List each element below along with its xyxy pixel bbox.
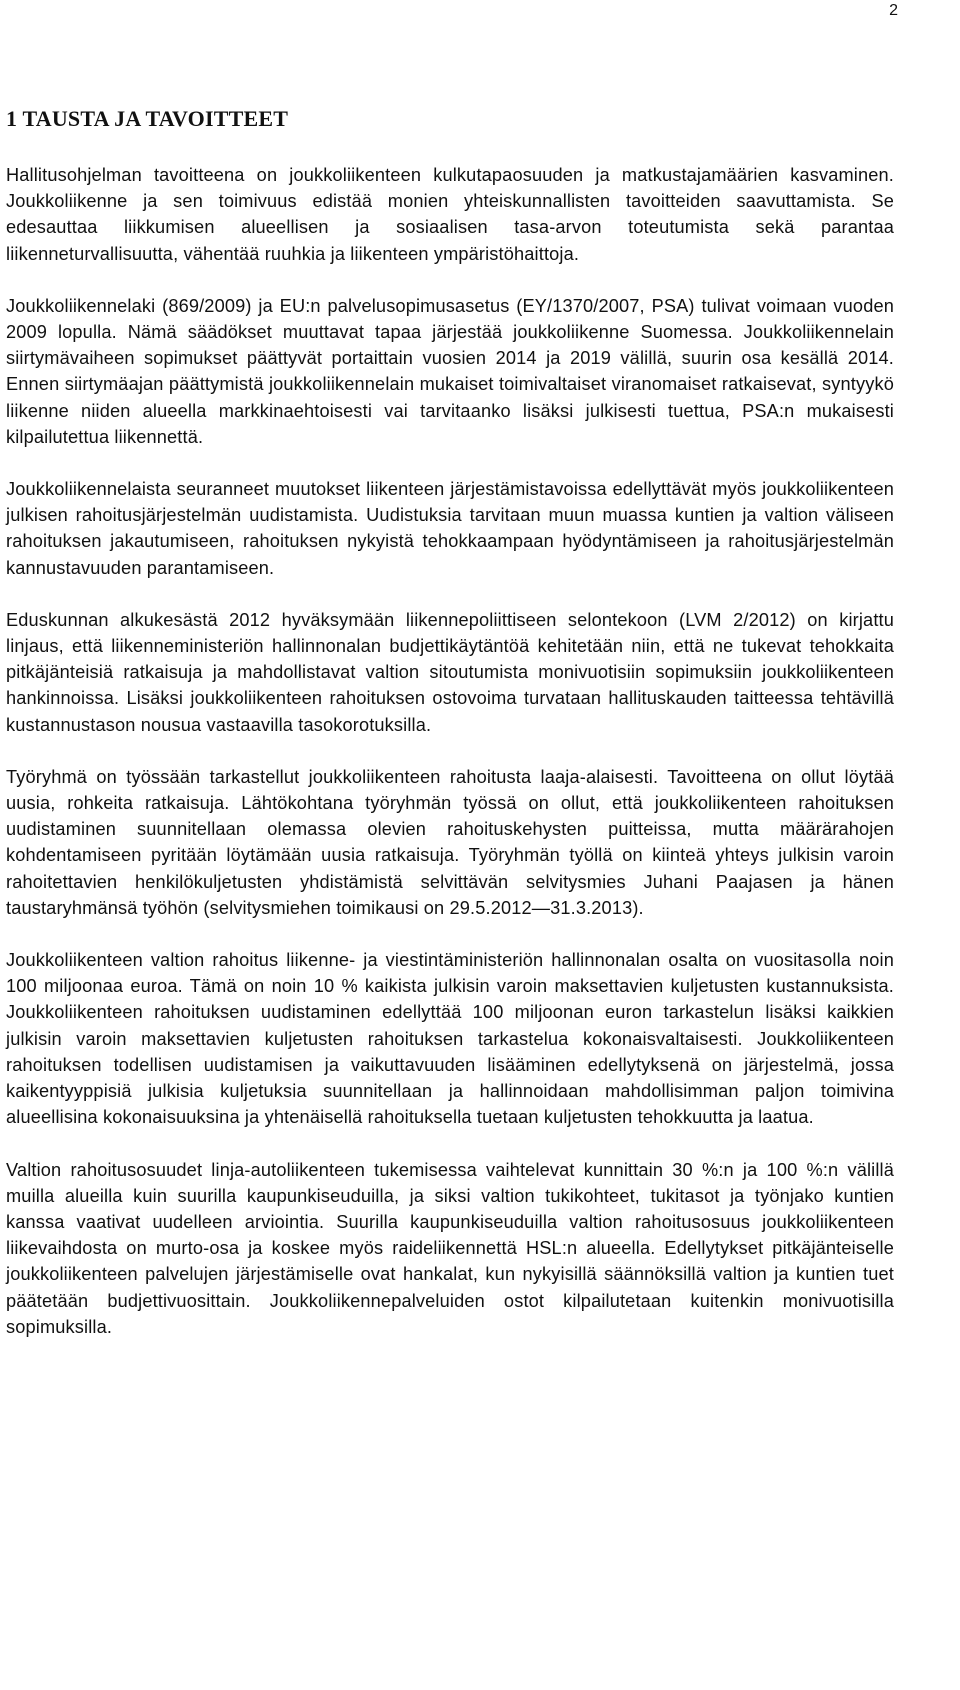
page-number: 2 bbox=[889, 2, 898, 19]
paragraph-5: Työryhmä on työssään tarkastellut joukkoliikenteen rahoitusta laaja-alaisesti. Tavoitteena on ollut löytää uusia, rohkeita ratkaisuja. Lähtökohtana työryhmän työssä on ollut, että joukkoliikenteen rahoituksen uudistaminen suunnitellaan olemassa olevien rahoituskehysten puitteissa, mutta määrärahojen kohdentamiseen pyritään löytämään uusia ratkaisuja. Työryhmän työllä on kiinteä yhteys julkisin varoin rahoitettavien henkilökuljetusten yhdistämistä selvittävän selvitysmies Juhani Paajasen ja hänen taustaryhmänsä työhön (selvitysmiehen toimikausi on 29.5.2012—31.3.2013). bbox=[6, 766, 894, 918]
paragraph-2: Joukkoliikennelaki (869/2009) ja EU:n palvelusopimusasetus (EY/1370/2007, PSA) tulivat voimaan vuoden 2009 lopulla. Nämä säädökset muuttavat tapaa järjestää joukkoliikenne Suomessa. Joukkoliikennelain siirtymävaiheen sopimukset päättyvät portaittain vuosien 2014 ja 2019 välillä, suurin osa kesällä 2014. Ennen siirtymäajan päättymistä joukkoliikennelain mukaiset toimivaltaiset viranomaiset ratkaisevat, syntyykö liikenne niiden alueella markkinaehtoisesti vai tarvitaanko lisäksi julkisesti tuettua, PSA:n mukaisesti kilpailutettua liikennettä. bbox=[6, 295, 894, 447]
paragraph-4: Eduskunnan alkukesästä 2012 hyväksymään liikennepoliittiseen selontekoon (LVM 2/2012) on kirjattu linjaus, että liikenneministeriön hallinnonalan budjettikäytäntöä kehitetään niin, että ne tukevat tehokkaita pitkäjänteisiä ratkaisuja ja mahdollistavat valtion sitoutumista monivuotisiin sopimuksiin joukkoliikenteen hankinnoissa. Lisäksi joukkoliikenteen rahoituksen ostovoima turvataan hallituskauden taitteessa tehtävillä kustannustason nousua vastaavilla tasokorotuksilla. bbox=[6, 609, 894, 735]
body-text bbox=[6, 162, 894, 1366]
paragraph-7: Valtion rahoitusosuudet linja-autoliikenteen tukemisessa vaihtelevat kunnittain 30 %:n ja 100 %:n välillä muilla alueilla kuin suurilla kaupunkiseuduilla, ja siksi valtion tukikohteet, tukitasot ja työnjako kuntien kanssa vaativat uudelleen arviointia. Suurilla kaupunkiseuduilla valtion rahoitusosuus joukkoliikenteen liikevaihdosta on murto-osa ja koskee myös raideliikennettä HSL:n alueella. Edellytykset pitkäjänteiselle joukkoliikenteen palvelujen järjestämiselle ovat hankalat, kun nykyisillä säännöksillä valtion ja kuntien tuet päätetään budjettivuosittain. Joukkoliikennepalveluiden ostot kilpailutetaan kuitenkin monivuotisilla sopimuksilla. bbox=[6, 1159, 894, 1337]
section-heading: 1 TAUSTA JA TAVOITTEET bbox=[6, 106, 289, 131]
paragraph-1: Hallitusohjelman tavoitteena on joukkoliikenteen kulkutapaosuuden ja matkustajamäärien kasvaminen. Joukkoliikenne ja sen toimivuus edistää monien yhteiskunnallisten tavoitteiden saavuttamista. Se edesauttaa liikkumisen alueellisen ja sosiaalisen tasa-arvon toteutumista sekä parantaa liikenneturvallisuutta, vähentää ruuhkia ja liikenteen ympäristöhaittoja. bbox=[6, 165, 894, 264]
paragraph-6: Joukkoliikenteen valtion rahoitus liikenne- ja viestintäministeriön hallinnonalan osalta on vuositasolla noin 100 miljoonaa euroa. Tämä on noin 10 % kaikista julkisin varoin maksettavien kuljetusten kustannuksista. Joukkoliikenteen rahoituksen uudistaminen edellyttää 100 miljoonan euron tarkastelun lisäksi kaikkien julkisin varoin maksettavien kuljetusten rahoituksen tarkastelua kokonaisvaltaisesti. Joukkoliikenteen rahoituksen todellisen uudistamisen ja vaikuttavuuden lisääminen edellytyksenä on järjestelmä, jossa kaikentyyppisiä julkisia kuljetuksia suunnitellaan ja hallinnoidaan mahdollisimman paljon toimivina alueellisina kokonaisuuksina ja yhtenäisellä rahoituksella tuetaan kuljetusten tehokkuutta ja laatua. bbox=[6, 950, 894, 1128]
paragraph-3: Joukkoliikennelaista seuranneet muutokset liikenteen järjestämistavoissa edellyttävät myös joukkoliikenteen julkisen rahoitusjärjestelmän uudistamista. Uudistuksia tarvitaan muun muassa kuntien ja valtion väliseen rahoituksen jakautumiseen, rahoituksen nykyistä tehokkaampaan hyödyntämiseen ja rahoitusjärjestelmän kannustavuuden parantamiseen. bbox=[6, 479, 894, 578]
